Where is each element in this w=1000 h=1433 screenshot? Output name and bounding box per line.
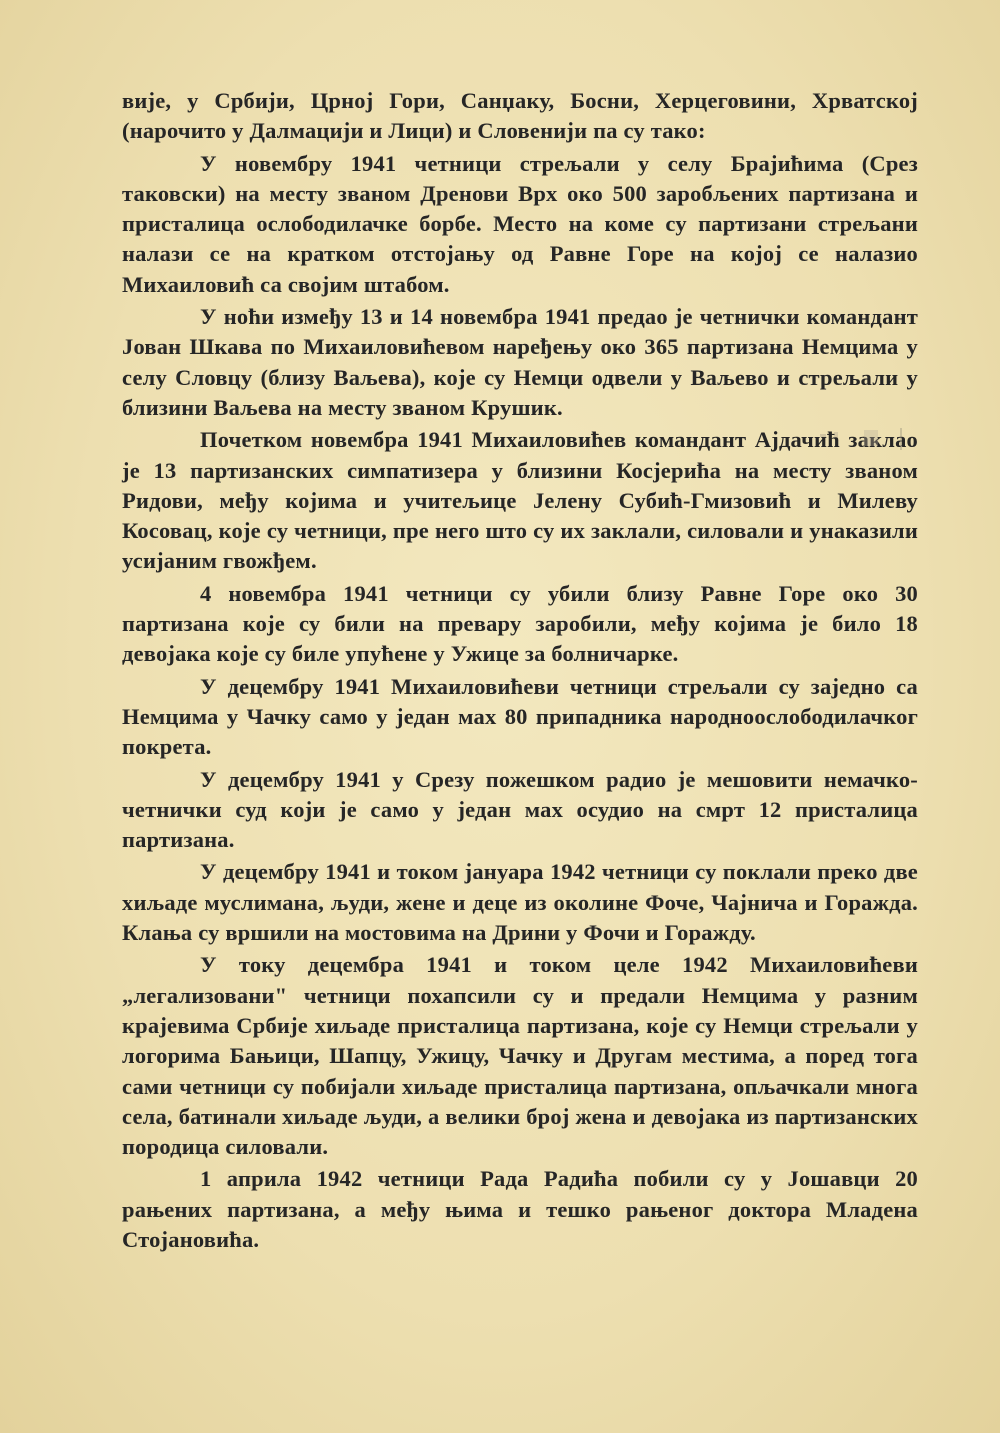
scan-smudge xyxy=(812,424,912,454)
body-text xyxy=(122,86,918,1257)
paragraph-9: У току децембра 1941 и током целе 1942 Михаиловићеви „легализовани" четници похапсили су и предали Немцима у разним крајевима Србије хиљаде присталица партизана, које су Немци стрељали у логорима Бањици, Шапцу, Ужицу, Чачку и Другам местима, а поред тога сами четници су побијали хиљаде присталица партизана, опљачкали многа села, батинали хиљаде људи, а велики број жена и девојака из партизанских породица силовали. xyxy=(122,952,918,1160)
paragraph-7: У децембру 1941 у Срезу пожешком радио је мешовити немачко-четнички суд који је само у један мах осудио на смрт 12 присталица партизана. xyxy=(122,766,918,853)
paragraph-5: 4 новембра 1941 четници су убили близу Равне Горе око 30 партизана које су били на превару заробили, међу којима је било 18 девојака које су биле упућене у Ужице за болничарке. xyxy=(122,580,918,667)
paragraph-1: вије, у Србији, Црној Гори, Санџаку, Босни, Херцеговини, Хрватској (нарочито у Далмацији и Лици) и Словенији па су тако: xyxy=(122,88,918,144)
paragraph-4: Почетком новембра 1941 Михаиловићев командант Ајдачић заклао је 13 партизанских симпатизера у близини Косјерића на месту званом Ридови, међу којима и учитељице Јелену Субић-Гмизовић и Милеву Косовац, које су четници, пре него што су их заклали, силовали и унаказили усијаним гвожђем. xyxy=(122,427,918,574)
paragraph-8: У децембру 1941 и током јануара 1942 четници су поклали преко две хиљаде муслимана, људи, жене и деце из околине Фоче, Чајнича и Горажда. Клања су вршили на мостовима на Дрини у Фочи и Горажду. xyxy=(122,859,918,946)
paragraph-3: У ноћи између 13 и 14 новембра 1941 предао је четнички командант Јован Шкава по Михаиловићевом наређењу око 365 партизана Немцима у селу Словцу (близу Ваљева), које су Немци одвели у Ваљево и стрељали у близини Ваљева на месту званом Крушик. xyxy=(122,304,918,420)
paragraph-2: У новембру 1941 четници стрељали у селу Брајићима (Срез таковски) на месту званом Дренови Врх око 500 заробљених партизана и присталица ослободилачке борбе. Место на коме су партизани стрељани налази се на кратком отстојању од Равне Горе на којој се налазио Михаиловић са својим штабом. xyxy=(122,150,918,297)
paragraph-10: 1 априла 1942 четници Рада Радића побили су у Јошавци 20 рањених партизана, а међу њима и тешко рањеног доктора Младена Стојановића. xyxy=(122,1166,918,1252)
paragraph-6: У децембру 1941 Михаиловићеви четници стрељали су заједно са Немцима у Чачку само у један мах 80 припадника народноослободилачког покрета. xyxy=(122,673,918,760)
